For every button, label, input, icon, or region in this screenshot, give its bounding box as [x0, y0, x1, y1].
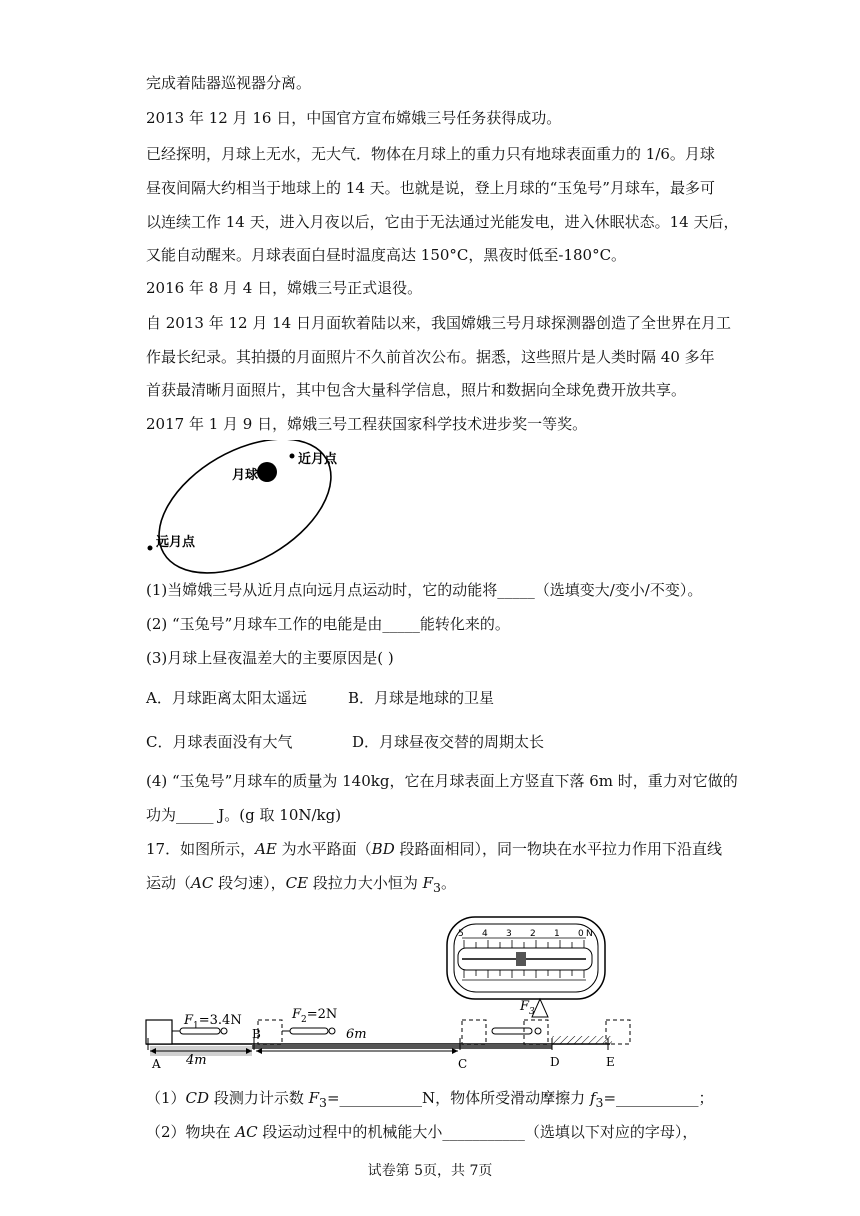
- label-ce: CE: [285, 874, 309, 892]
- block-c-dashed: [462, 1020, 486, 1044]
- moon-body: [257, 462, 277, 482]
- f2-label: $F_2=2N$: [292, 1007, 338, 1025]
- label-bd: BD: [371, 840, 395, 858]
- q17-text-a: 为水平路面（: [276, 840, 372, 858]
- passage-line-5: 以连续工作 14 天，进入月夜以后，它由于无法通过光能发电，进入休眠状态。14 天后，: [146, 213, 739, 231]
- q17-part2-text: 段运动过程中的机械能大小___________（选填以下对应的字母），: [257, 1123, 698, 1141]
- passage-line-9: 作最长纪录。其拍摄的月面照片不久前首次公布。据悉，这些照片是人类时隔 40 多年: [146, 348, 715, 366]
- q16-part3: (3)月球上昼夜温差大的主要原因是( ): [146, 649, 394, 667]
- dist-bc-label: 6m: [346, 1027, 367, 1042]
- q17-part1-prefix: （1）: [146, 1089, 186, 1107]
- label-f3-b-sub: 3: [319, 1095, 327, 1110]
- spring-scale-f3: [492, 1028, 541, 1034]
- q17-part1-text-a: 段测力计示数: [209, 1089, 309, 1107]
- spring-scale-f1: [172, 1028, 227, 1034]
- option-d[interactable]: D．月球昼夜交替的周期太长: [352, 733, 545, 751]
- spring-scale-f2: [282, 1028, 335, 1034]
- f1-label: $F_1=3.4N$: [184, 1013, 242, 1031]
- moon-label: 月球: [232, 468, 259, 483]
- point-a: A: [152, 1057, 161, 1071]
- passage-line-8: 自 2013 年 12 月 14 日月面软着陆以来，我国嫦娥三号月球探测器创造了全世界在月工: [146, 314, 731, 332]
- label-f-friction: f: [589, 1089, 596, 1107]
- passage-line-6: 又能自动醒来。月球表面白昼时温度高达 150°C，黑夜时低至-180°C。: [146, 246, 627, 264]
- point-c: C: [458, 1057, 468, 1071]
- q17-part2-prefix: （2）物块在: [146, 1123, 236, 1141]
- distance-ab: [150, 1046, 252, 1068]
- label-ac-b: AC: [235, 1123, 258, 1141]
- q17-part1-text-b: =___________N，物体所受滑动摩擦力: [326, 1089, 590, 1107]
- apolune-point: [148, 546, 153, 551]
- q16-part4-line1: (4) “玉兔号”月球车的质量为 140kg，它在月球表面上方竖直下落 6m 时，重力对它做的: [146, 772, 738, 790]
- perilune-point: [290, 454, 295, 459]
- label-f3-sub: 3: [433, 880, 441, 895]
- scale-num-3: 3: [506, 929, 512, 939]
- perilune-label: 近月点: [298, 452, 338, 467]
- scale-unit: N: [586, 929, 593, 939]
- passage-line-1: 完成着陆器巡视器分离。: [146, 74, 312, 92]
- track-diagram: [140, 912, 700, 1072]
- block-a: [146, 1020, 172, 1044]
- q17-text-f: 。: [440, 874, 456, 892]
- passage-line-10: 首获最清晰月面照片，其中包含大量科学信息，照片和数据向全球免费开放共享。: [146, 381, 687, 399]
- point-e: E: [606, 1055, 615, 1069]
- scale-num-5: 5: [458, 929, 464, 939]
- orbit-diagram: [140, 440, 350, 575]
- passage-line-11: 2017 年 1 月 9 日，嫦娥三号工程获国家科学技术进步奖一等奖。: [146, 415, 588, 433]
- label-f3-b: F: [308, 1089, 320, 1107]
- option-a[interactable]: A．月球距离太阳太遥远: [146, 689, 307, 707]
- label-f-friction-sub: 3: [595, 1095, 604, 1110]
- label-ac: AC: [191, 874, 214, 892]
- label-f3: F: [422, 874, 434, 892]
- q17-text-c: 运动（: [146, 874, 192, 892]
- block-b-dashed: [258, 1020, 282, 1044]
- option-c[interactable]: C．月球表面没有大气: [146, 733, 293, 751]
- scale-num-4: 4: [482, 929, 488, 939]
- q17-text-b: 段路面相同），同一物块在水平拉力作用下沿直线: [394, 840, 723, 858]
- label-cd: CD: [185, 1089, 210, 1107]
- f3-label: $F_3$: [520, 999, 535, 1017]
- dist-ab-label: 4m: [186, 1053, 207, 1068]
- point-b: B: [252, 1027, 261, 1041]
- q17-part1: [146, 1088, 714, 1113]
- scale-num-1: 1: [554, 929, 560, 939]
- apolune-label: 远月点: [156, 535, 196, 550]
- point-d: D: [550, 1055, 560, 1069]
- passage-line-3: 已经探明，月球上无水，无大气．物体在月球上的重力只有地球表面重力的 1/6。月球: [146, 145, 715, 163]
- q16-part2: (2) “玉兔号”月球车工作的电能是由_____能转化来的。: [146, 615, 510, 633]
- passage-line-7: 2016 年 8 月 4 日，嫦娥三号正式退役。: [146, 279, 423, 297]
- q17-number: 17．如图所示，: [146, 840, 256, 858]
- option-b[interactable]: B．月球是地球的卫星: [348, 689, 495, 707]
- q17-text-e: 段拉力大小恒为: [308, 874, 423, 892]
- q17-text-d: 段匀速），: [213, 874, 286, 892]
- q17-stem-line2: [146, 873, 456, 898]
- q17-part1-text-c: =___________；: [603, 1089, 714, 1107]
- q16-part4-line2: 功为_____ J。(g 取 10N/kg): [146, 806, 342, 824]
- scale-num-2: 2: [530, 929, 536, 939]
- passage-line-4: 昼夜间隔大约相当于地球上的 14 天。也就是说，登上月球的“玉兔号”月球车，最多可: [146, 179, 715, 197]
- passage-line-2: 2013 年 12 月 16 日，中国官方宣布嫦娥三号任务获得成功。: [146, 109, 562, 127]
- scale-num-0: 0: [578, 929, 584, 939]
- q17-part2: [146, 1122, 697, 1142]
- page-footer: 试卷第 5页，共 7页: [367, 1163, 493, 1179]
- q16-part1: (1)当嫦娥三号从近月点向远月点运动时，它的动能将_____（选填变大/变小/不变）。: [146, 581, 703, 599]
- label-ae: AE: [255, 840, 277, 858]
- q17-stem-line1: [146, 839, 722, 859]
